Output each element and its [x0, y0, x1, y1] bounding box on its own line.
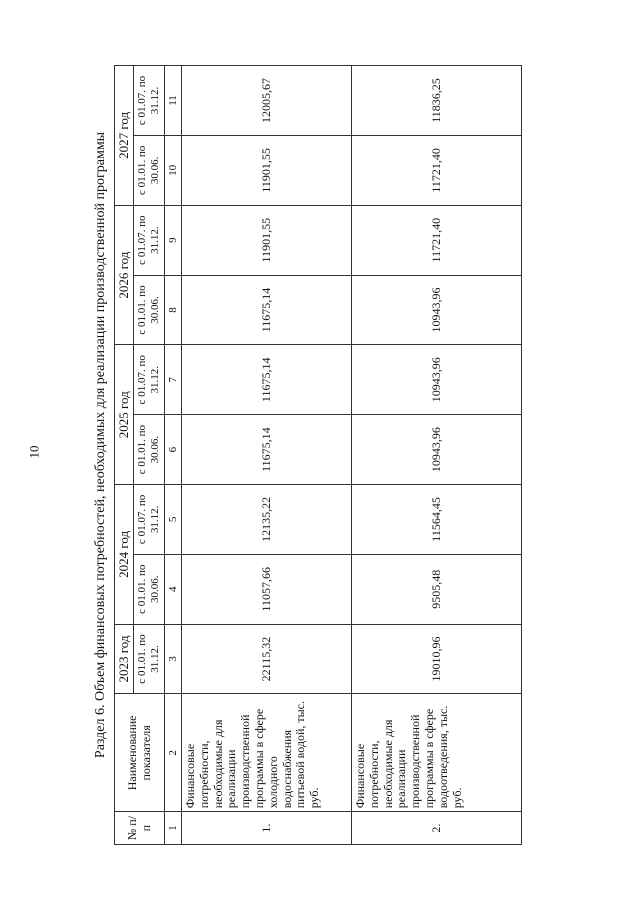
- period-2025-h1: с 01.01. по 30.06.: [134, 415, 165, 485]
- period-2026-h2: с 01.07. по 31.12.: [134, 205, 165, 275]
- col-index: 2: [165, 694, 182, 812]
- row-num: 1.: [182, 812, 352, 845]
- value-cell: 11721,40: [352, 135, 522, 205]
- col-index: 10: [165, 135, 182, 205]
- value-cell: 12005,67: [182, 66, 352, 136]
- col-index: 5: [165, 485, 182, 555]
- value-cell: 11836,25: [352, 66, 522, 136]
- value-cell: 11901,55: [182, 135, 352, 205]
- section-title: Раздел 6. Объем финансовых потребностей, необходимых для реализации производственной программы: [93, 131, 108, 759]
- row-name: Финансовые потребности, необходимые для реализации производственной программы в сфере холодного водоснабжения питьевой водой, тыс. руб.: [182, 694, 352, 812]
- row-name: Финансовые потребности, необходимые для реализации производственной программы в сфере водоотведения, тыс. руб.: [352, 694, 522, 812]
- value-cell: 11564,45: [352, 485, 522, 555]
- financial-needs-table: [114, 65, 522, 845]
- period-2024-h2: с 01.07. по 31.12.: [134, 485, 165, 555]
- value-cell: 22115,32: [182, 624, 352, 694]
- value-cell: 10943,96: [352, 275, 522, 345]
- period-2027-h1: с 01.01. по 30.06.: [134, 135, 165, 205]
- value-cell: 11675,14: [182, 275, 352, 345]
- rotated-sheet: [90, 65, 640, 845]
- value-cell: 12135,22: [182, 485, 352, 555]
- col-index: 9: [165, 205, 182, 275]
- col-index: 4: [165, 554, 182, 624]
- col-index: 3: [165, 624, 182, 694]
- col-index: 6: [165, 415, 182, 485]
- header-year-2027: 2027 год: [115, 66, 134, 206]
- value-cell: 11057,66: [182, 554, 352, 624]
- value-cell: 9505,48: [352, 554, 522, 624]
- col-index: 11: [165, 66, 182, 136]
- period-2026-h1: с 01.01. по 30.06.: [134, 275, 165, 345]
- header-year-2025: 2025 год: [115, 345, 134, 485]
- header-year-2026: 2026 год: [115, 205, 134, 345]
- page-number: 10: [26, 445, 42, 459]
- header-year-2024: 2024 год: [115, 485, 134, 625]
- value-cell: 10943,96: [352, 345, 522, 415]
- value-cell: 11675,14: [182, 415, 352, 485]
- period-2027-h2: с 01.07. по 31.12.: [134, 66, 165, 136]
- header-year-2023: 2023 год: [115, 624, 134, 694]
- col-index: 1: [165, 812, 182, 845]
- table-row: [352, 66, 522, 845]
- header-name: Наименование показателя: [115, 694, 165, 812]
- row-num: 2.: [352, 812, 522, 845]
- period-2025-h2: с 01.07. по 31.12.: [134, 345, 165, 415]
- header-num: № п/п: [115, 812, 165, 845]
- value-cell: 11675,14: [182, 345, 352, 415]
- period-2024-h1: с 01.01. по 30.06.: [134, 554, 165, 624]
- table-row: [182, 66, 352, 845]
- col-index: 7: [165, 345, 182, 415]
- period-2023-full: с 01.01. по 31.12.: [134, 624, 165, 694]
- value-cell: 10943,96: [352, 415, 522, 485]
- value-cell: 11721,40: [352, 205, 522, 275]
- value-cell: 11901,55: [182, 205, 352, 275]
- col-index: 8: [165, 275, 182, 345]
- value-cell: 19010,96: [352, 624, 522, 694]
